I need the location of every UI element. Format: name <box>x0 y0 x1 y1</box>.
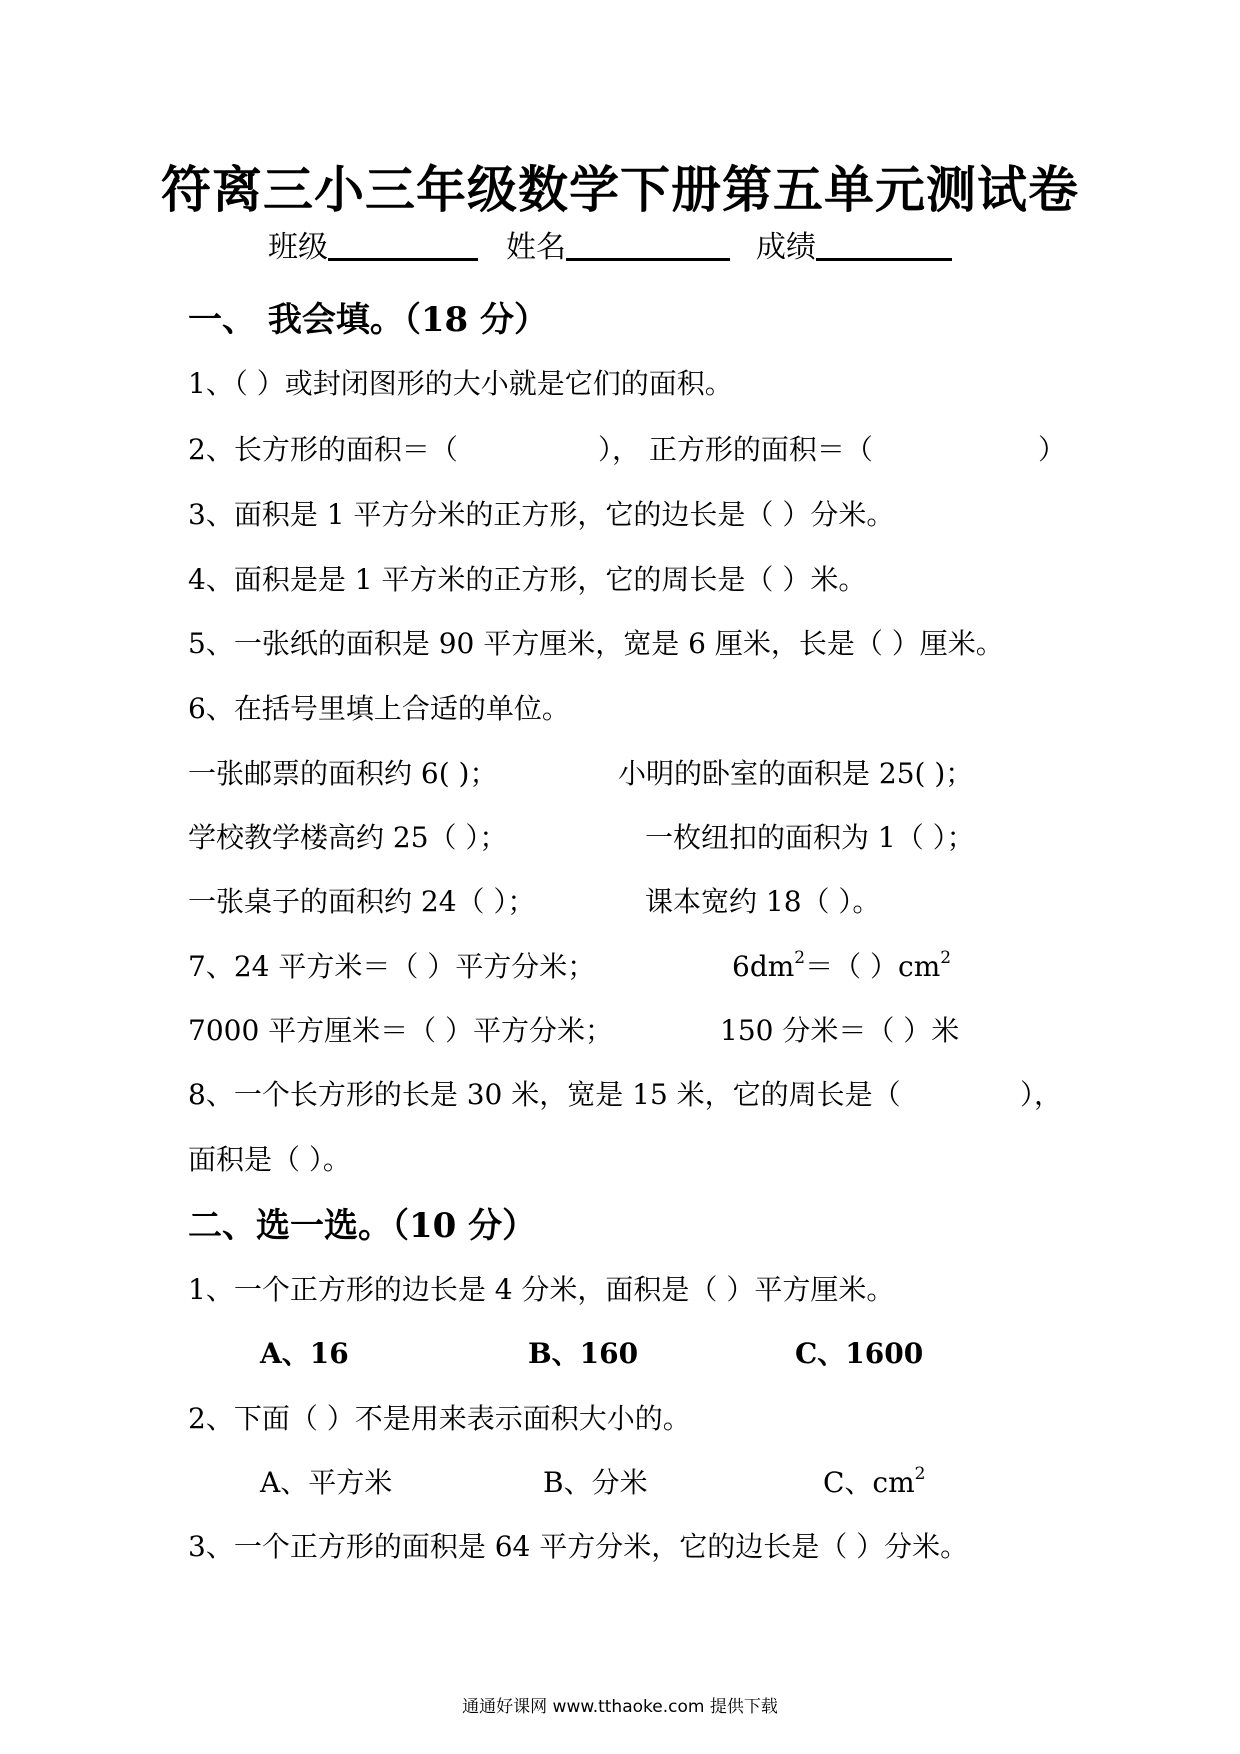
class-blank <box>328 228 478 261</box>
page-title: 符离三小三年级数学下册第五单元测试卷 <box>161 160 1079 219</box>
s2-q2-option-a: A、平方米 <box>260 1466 393 1499</box>
s1-q7-item-d: 150 分米＝（ ）米 <box>720 1014 960 1047</box>
s1-question-8b: ）， <box>1020 1078 1063 1111</box>
s1-question-2b: ）， 正方形的面积＝（ <box>598 433 873 466</box>
s1-q6-item-b: 小明的卧室的面积是 25( )； <box>618 757 974 790</box>
section2-heading: 二、选一选。（10 分） <box>188 1206 537 1246</box>
s1-question-8a: 8、一个长方形的长是 30 米，宽是 15 米，它的周长是（ <box>188 1078 901 1111</box>
name-blank <box>566 228 730 261</box>
s2-question-1: 1、一个正方形的边长是 4 分米，面积是（ ）平方厘米。 <box>188 1273 895 1306</box>
s2-q1-option-c: C、1600 <box>795 1337 924 1370</box>
s1-q6-item-e: 一张桌子的面积约 24（ ）； <box>188 885 536 918</box>
footer-credit: 通通好课网 www.tthaoke.com 提供下载 <box>462 1697 778 1717</box>
class-label: 班级 <box>268 230 328 265</box>
s1-question-4: 4、面积是是 1 平方米的正方形，它的周长是（ ）米。 <box>188 563 867 596</box>
section1-heading: 一、 我会填。（18 分） <box>188 300 548 340</box>
s2-question-2: 2、下面（ ）不是用来表示面积大小的。 <box>188 1402 691 1435</box>
score-label: 成绩 <box>756 230 816 265</box>
superscript-2: 2 <box>940 948 952 968</box>
s2-question-3: 3、一个正方形的面积是 64 平方分米，它的边长是（ ）分米。 <box>188 1530 969 1563</box>
s1-q7b-unit: 6dm <box>732 950 795 983</box>
s1-q7-item-b <box>732 945 951 985</box>
s1-q6-item-d: 一枚纽扣的面积为 1（ ）； <box>645 821 975 854</box>
s1-q6-item-a: 一张邮票的面积约 6( )； <box>188 757 498 790</box>
s1-question-3: 3、面积是 1 平方分米的正方形，它的边长是（ ）分米。 <box>188 498 895 531</box>
s1-question-2a: 2、长方形的面积＝（ <box>188 433 458 466</box>
s1-question-2c: ） <box>1038 433 1067 466</box>
superscript-2: 2 <box>794 948 806 968</box>
score-field <box>756 222 952 266</box>
s2-q1-option-b: B、160 <box>528 1337 639 1370</box>
s1-question-5: 5、一张纸的面积是 90 平方厘米，宽是 6 厘米，长是（ ）厘米。 <box>188 627 1004 660</box>
s1-q6-item-f: 课本宽约 18（ ）。 <box>645 885 881 918</box>
s2-q1-option-a: A、16 <box>260 1337 349 1370</box>
s2-q2-option-c <box>823 1461 926 1501</box>
s1-question-6: 6、在括号里填上合适的单位。 <box>188 692 570 725</box>
s1-q6-item-c: 学校教学楼高约 25（ ）； <box>188 821 508 854</box>
s1-q7b-rest: ＝（ ）cm <box>805 950 941 983</box>
s2-q2-option-b: B、分米 <box>543 1466 648 1499</box>
s1-q7-item-a: 7、24 平方米＝（ ）平方分米； <box>188 950 596 983</box>
name-field <box>506 222 730 266</box>
s1-question-1: 1、（ ）或封闭图形的大小就是它们的面积。 <box>188 367 733 400</box>
superscript-2: 2 <box>914 1464 926 1484</box>
class-field <box>268 222 478 266</box>
name-label: 姓名 <box>506 230 566 265</box>
s1-q7-item-c: 7000 平方厘米＝（ ）平方分米； <box>188 1014 614 1047</box>
s2-q2c-label: C、cm <box>823 1466 915 1499</box>
score-blank <box>816 228 952 261</box>
s1-question-8c: 面积是（ ）。 <box>188 1143 351 1176</box>
